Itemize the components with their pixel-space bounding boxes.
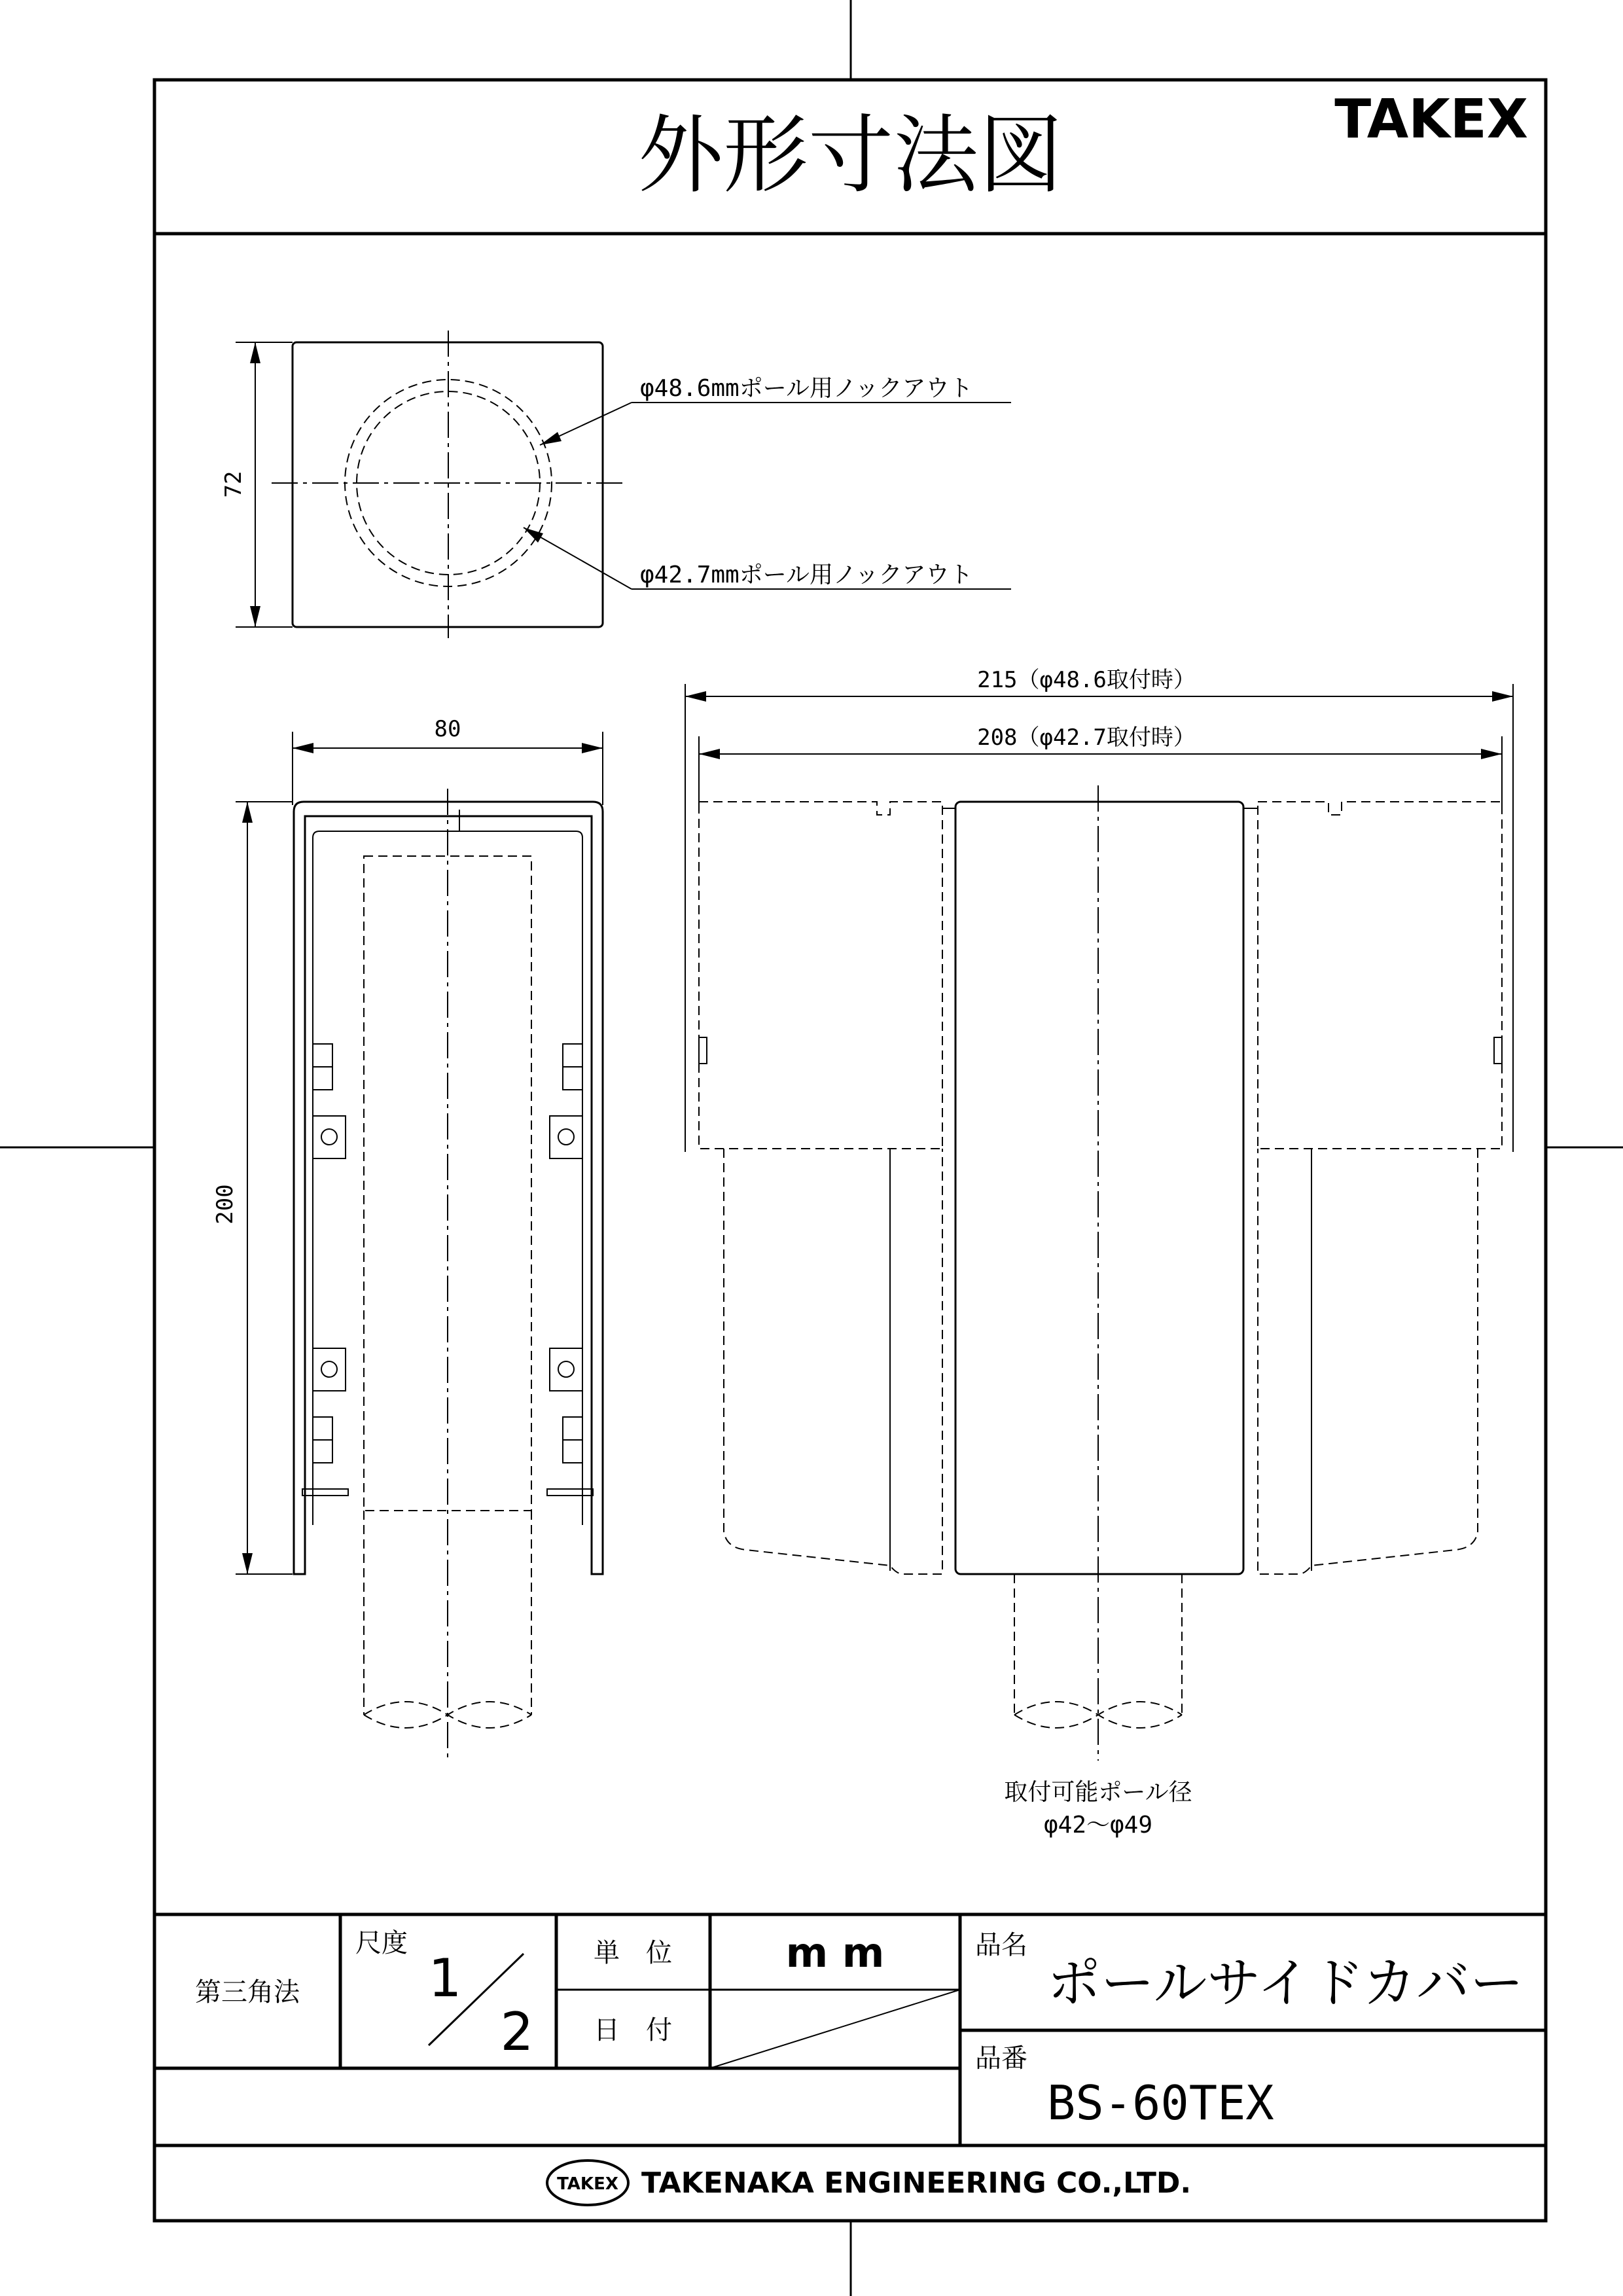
scale-numerator: 1 <box>428 1948 462 2009</box>
label-knockout-427: φ42.7mmポール用ノックアウト <box>640 562 973 588</box>
product-name: ポールサイドカバー <box>1047 1952 1524 2015</box>
projection-method: 第三角法 <box>195 1977 300 2007</box>
pole-note-line2: φ42～φ49 <box>1043 1812 1153 1839</box>
dim-215: 215（φ48.6取付時） <box>977 667 1196 693</box>
unit-value: m m <box>785 1929 885 1977</box>
dim-200: 200 <box>212 1184 238 1225</box>
dim-72: 72 <box>221 471 247 498</box>
scale-label: 尺度 <box>355 1928 408 1958</box>
dim-208: 208（φ42.7取付時） <box>977 725 1196 751</box>
product-code-label: 品番 <box>975 2043 1027 2073</box>
unit-label: 単 位 <box>594 1938 672 1968</box>
side-view <box>212 716 603 1761</box>
product-code: BS-60TEX <box>1047 2075 1274 2130</box>
sheet-title: 外形寸法図 <box>637 105 1064 205</box>
date-label: 日 付 <box>594 2015 672 2045</box>
scale-denominator: 2 <box>500 2001 534 2062</box>
dim-80: 80 <box>434 716 461 742</box>
company-name: TAKENAKA ENGINEERING CO.,LTD. <box>641 2166 1192 2200</box>
label-knockout-486: φ48.6mmポール用ノックアウト <box>640 375 973 402</box>
pole-note-line1: 取付可能ポール径 <box>1004 1779 1192 1806</box>
top-view <box>221 331 1011 638</box>
front-view <box>685 667 1513 1839</box>
brand-logo: TAKEX <box>1334 88 1528 151</box>
company-logo-text: TAKEX <box>557 2174 618 2194</box>
product-name-label: 品名 <box>975 1930 1027 1960</box>
title-block <box>154 1914 1546 2205</box>
